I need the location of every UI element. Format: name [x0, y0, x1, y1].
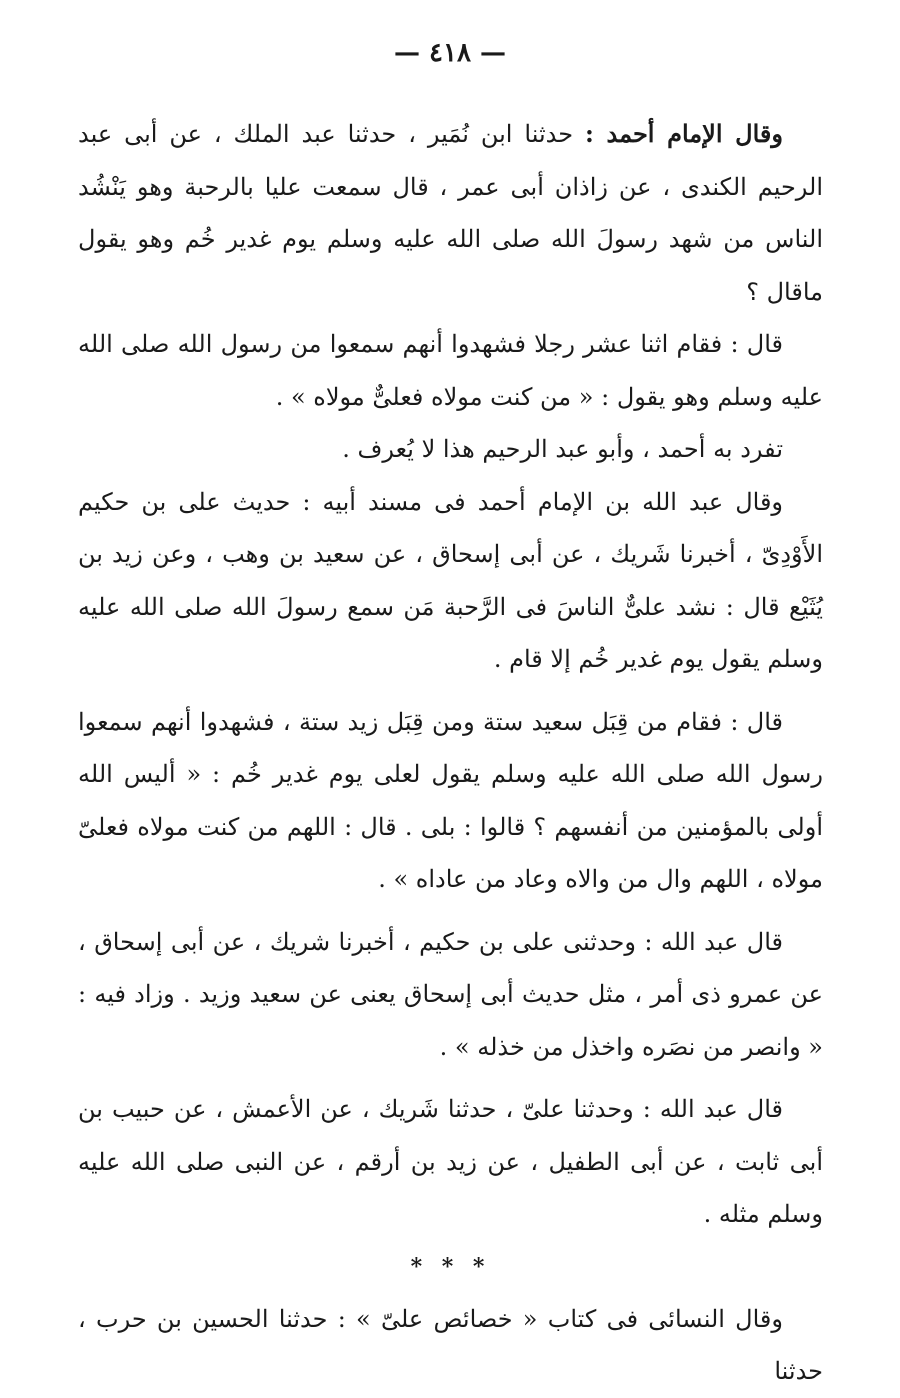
paragraph-6: قال عبد الله : وحدثنى على بن حكيم ، أخبرنا شريك ، عن أبى إسحاق ، عن عمرو ذى أمر ، مثل حديث أبى إسحاق يعنى عن سعيد وزيد . وزاد فيه : « وانصر من نصَره واخذل من خذله » .	[78, 927, 823, 1061]
paragraph-3: تفرد به أحمد ، وأبو عبد الرحيم هذا لا يُعرف .	[342, 435, 783, 463]
paragraph-2: قال : فقام اثنا عشر رجلا فشهدوا أنهم سمعوا من رسول الله صلى الله عليه وسلم وهو يقول : « من كنت مولاه فعلىٌّ مولاه » .	[78, 330, 823, 411]
paragraph-final: وقال النسائى فى كتاب « خصائص علىّ » : حدثنا الحسين بن حرب ، حدثنا	[78, 1304, 823, 1385]
page-body	[78, 108, 823, 1398]
section-separator: * * *	[410, 1253, 491, 1280]
paragraph-5: قال : فقام من قِبَل سعيد ستة ومن قِبَل زيد ستة ، فشهدوا أنهم سمعوا رسول الله صلى الله عليه وسلم يقول لعلى يوم غدير خُم : « أليس الله أولى بالمؤمنين من أنفسهم ؟ قالوا : بلى . قال : اللهم من كنت مولاه فعلىّ مولاه ، اللهم وال من والاه وعاد من عاداه » .	[78, 707, 823, 893]
paragraph-lead: وقال الإمام أحمد :	[584, 119, 783, 148]
paragraph-7: قال عبد الله : وحدثنا علىّ ، حدثنا شَريك ، عن الأعمش ، عن حبيب بن أبى ثابت ، عن أبى الطفيل ، عن زيد بن أرقم ، عن النبى صلى الله عليه وسلم مثله .	[78, 1095, 823, 1228]
paragraph-1	[78, 108, 823, 318]
page-number: — ٤١٨ —	[393, 38, 507, 68]
paragraph-4: وقال عبد الله بن الإمام أحمد فى مسند أبيه : حديث على بن حكيم الأَوْدِىّ ، أخبرنا شَريك ، عن أبى إسحاق ، عن سعيد بن وهب ، وعن زيد بن يُثَيْع قال : نشد علىٌّ الناسَ فى الرَّحبة مَن سمع رسولَ الله صلى الله عليه وسلم يقول يوم غدير خُم إلا قام .	[78, 487, 823, 673]
paragraph-text: حدثنا ابن نُمَير ، حدثنا عبد الملك ، عن أبى عبد الرحيم الكندى ، عن زاذان أبى عمر ، قال سمعت عليا بالرحبة وهو يَنْشُد الناس من شهد رسولَ الله صلى الله عليه وسلم يوم غدير خُم وهو يقول ماقال ؟	[78, 120, 823, 306]
